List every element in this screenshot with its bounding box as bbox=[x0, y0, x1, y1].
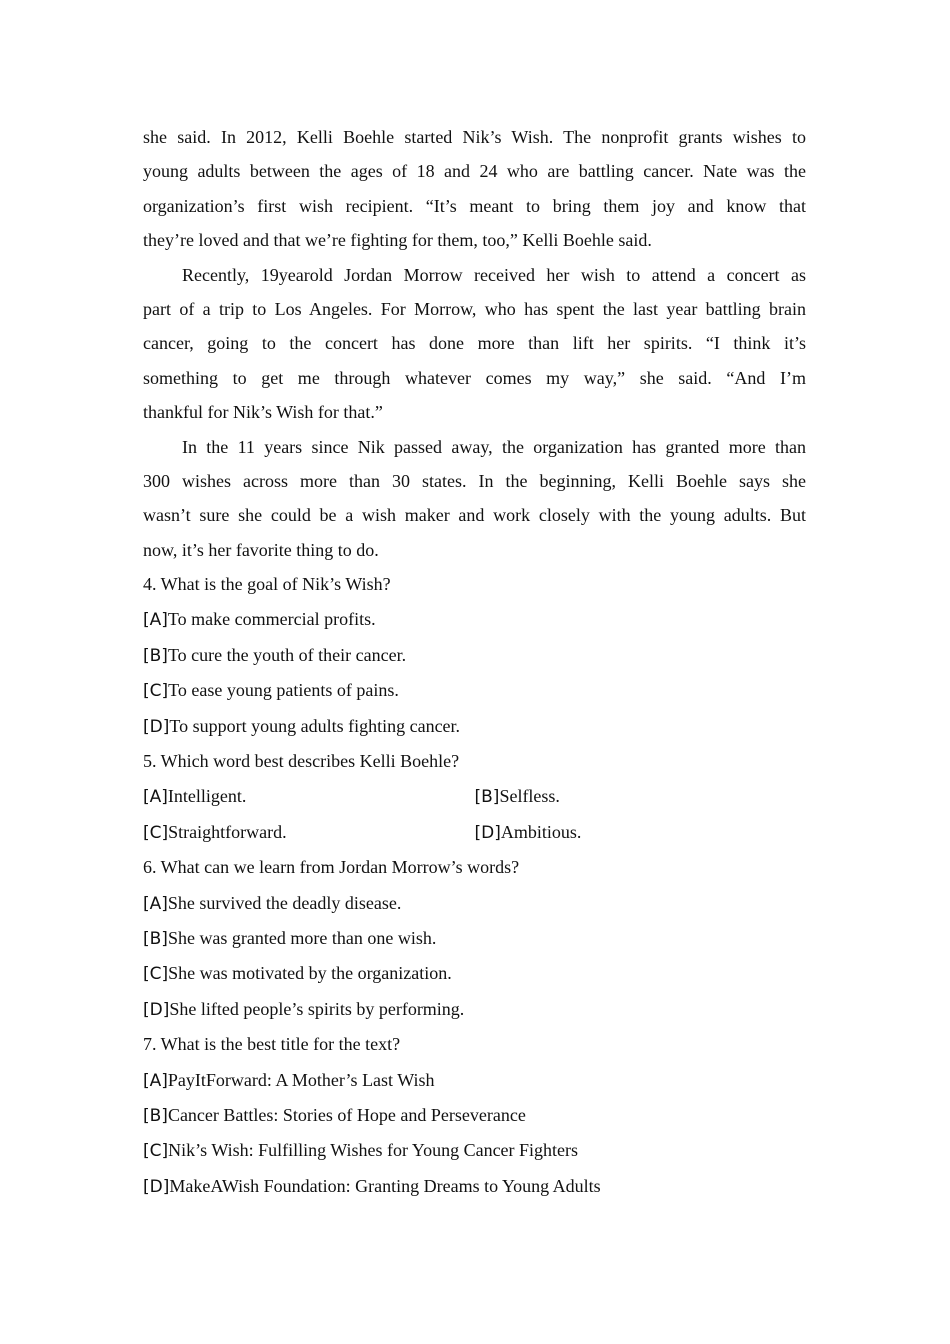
option-label: [C] bbox=[143, 822, 169, 843]
paragraph-line: thankful for Nik’s Wish for that.” bbox=[143, 402, 383, 423]
paragraph-line: they’re loved and that we’re fighting for them, too,” Kelli Boehle said. bbox=[143, 230, 652, 251]
option-label: [C] bbox=[143, 964, 169, 985]
option-text: Cancer Battles: Stories of Hope and Perseverance bbox=[167, 1104, 526, 1125]
option-label: [B] bbox=[143, 1105, 168, 1126]
option-row bbox=[143, 640, 806, 675]
answer-option[interactable] bbox=[143, 893, 401, 913]
option-label: [A] bbox=[143, 787, 168, 808]
option-text: To cure the youth of their cancer. bbox=[167, 644, 407, 665]
option-column bbox=[143, 817, 475, 852]
answer-option[interactable] bbox=[143, 1176, 601, 1196]
option-text: She lifted people’s spirits by performing. bbox=[169, 998, 465, 1019]
answer-option[interactable] bbox=[475, 822, 582, 842]
answer-option[interactable] bbox=[475, 786, 560, 806]
option-text: Selfless. bbox=[499, 786, 560, 807]
paragraph-line: now, it’s her favorite thing to do. bbox=[143, 539, 379, 560]
question bbox=[143, 746, 806, 852]
option-label: [C] bbox=[143, 681, 169, 702]
option-label: [D] bbox=[474, 822, 501, 843]
option-column bbox=[475, 781, 807, 816]
answer-option[interactable] bbox=[143, 999, 464, 1019]
answer-option[interactable] bbox=[143, 822, 287, 842]
option-row bbox=[143, 711, 806, 746]
option-text: To ease young patients of pains. bbox=[168, 680, 399, 701]
option-text: She was granted more than one wish. bbox=[167, 927, 437, 948]
option-row bbox=[143, 888, 806, 923]
option-label: [D] bbox=[143, 999, 170, 1020]
paragraph-line: she said. In 2012, Kelli Boehle started Nik’s Wish. The nonprofit grants wishes to bbox=[143, 127, 806, 147]
question-stem: 7. What is the best title for the text? bbox=[143, 1034, 401, 1055]
option-label: [B] bbox=[143, 928, 168, 949]
option-column bbox=[475, 817, 807, 852]
paragraph-line: part of a trip to Los Angeles. For Morrow, who has spent the last year battling brain bbox=[143, 298, 806, 319]
option-row bbox=[143, 1135, 806, 1170]
reading-passage bbox=[143, 122, 806, 569]
option-text: MakeAWish Foundation: Granting Dreams to Young Adults bbox=[169, 1175, 601, 1196]
paragraph-line: Recently, 19yearold Jordan Morrow received her wish to attend a concert as bbox=[182, 264, 806, 285]
answer-option[interactable] bbox=[143, 609, 376, 629]
answer-option[interactable] bbox=[143, 928, 436, 948]
option-text: Straightforward. bbox=[168, 821, 287, 842]
paragraph-line: young adults between the ages of 18 and 24 who are battling cancer. Nate was the bbox=[143, 161, 806, 182]
answer-option[interactable] bbox=[143, 963, 452, 983]
option-row bbox=[143, 604, 806, 639]
paragraph-line: organization’s first wish recipient. “It’s meant to bring them joy and know that bbox=[143, 195, 806, 216]
question bbox=[143, 852, 806, 1029]
option-text: To support young adults fighting cancer. bbox=[169, 715, 461, 736]
option-text: To make commercial profits. bbox=[167, 609, 376, 630]
option-text: Nik’s Wish: Fulfilling Wishes for Young Cancer Fighters bbox=[168, 1140, 579, 1161]
option-text: PayItForward: A Mother’s Last Wish bbox=[167, 1069, 435, 1090]
answer-option[interactable] bbox=[143, 1070, 435, 1090]
option-row bbox=[143, 994, 806, 1029]
document-page bbox=[143, 122, 806, 1206]
paragraph bbox=[143, 122, 806, 260]
question-stem: 4. What is the goal of Nik’s Wish? bbox=[143, 574, 391, 595]
paragraph bbox=[143, 260, 806, 432]
paragraph-line: something to get me through whatever comes my way,” she said. “And I’m bbox=[143, 367, 806, 388]
paragraph-line: In the 11 years since Nik passed away, the organization has granted more than bbox=[182, 436, 806, 457]
option-label: [A] bbox=[143, 893, 168, 914]
option-row bbox=[143, 817, 806, 852]
option-row bbox=[143, 1100, 806, 1135]
option-label: [A] bbox=[143, 1070, 168, 1091]
option-row bbox=[143, 958, 806, 993]
answer-option[interactable] bbox=[143, 786, 246, 806]
option-label: [D] bbox=[143, 1176, 170, 1197]
option-row bbox=[143, 923, 806, 958]
question-stem: 5. Which word best describes Kelli Boehle? bbox=[143, 751, 460, 772]
option-label: [B] bbox=[143, 645, 168, 666]
option-label: [B] bbox=[474, 787, 500, 808]
option-label: [A] bbox=[143, 610, 168, 631]
option-column bbox=[143, 781, 475, 816]
answer-option[interactable] bbox=[143, 680, 399, 700]
option-row bbox=[143, 1171, 806, 1206]
paragraph-line: wasn’t sure she could be a wish maker and work closely with the young adults. But bbox=[143, 505, 806, 526]
option-row bbox=[143, 675, 806, 710]
option-text: She was motivated by the organization. bbox=[168, 963, 452, 984]
paragraph-line: 300 wishes across more than 30 states. In the beginning, Kelli Boehle says she bbox=[143, 470, 806, 491]
question-list bbox=[143, 569, 806, 1206]
question-stem: 6. What can we learn from Jordan Morrow’s words? bbox=[143, 857, 520, 878]
question bbox=[143, 569, 806, 746]
option-row bbox=[143, 781, 806, 816]
option-text: She survived the deadly disease. bbox=[167, 892, 402, 913]
paragraph bbox=[143, 432, 806, 570]
answer-option[interactable] bbox=[143, 1140, 578, 1160]
answer-option[interactable] bbox=[143, 1105, 526, 1125]
option-label: [D] bbox=[143, 716, 170, 737]
option-text: Intelligent. bbox=[167, 786, 247, 807]
question bbox=[143, 1029, 806, 1206]
answer-option[interactable] bbox=[143, 716, 460, 736]
option-text: Ambitious. bbox=[500, 821, 582, 842]
option-row bbox=[143, 1065, 806, 1100]
paragraph-line: cancer, going to the concert has done more than lift her spirits. “I think it’s bbox=[143, 333, 806, 354]
answer-option[interactable] bbox=[143, 645, 406, 665]
option-label: [C] bbox=[143, 1141, 169, 1162]
